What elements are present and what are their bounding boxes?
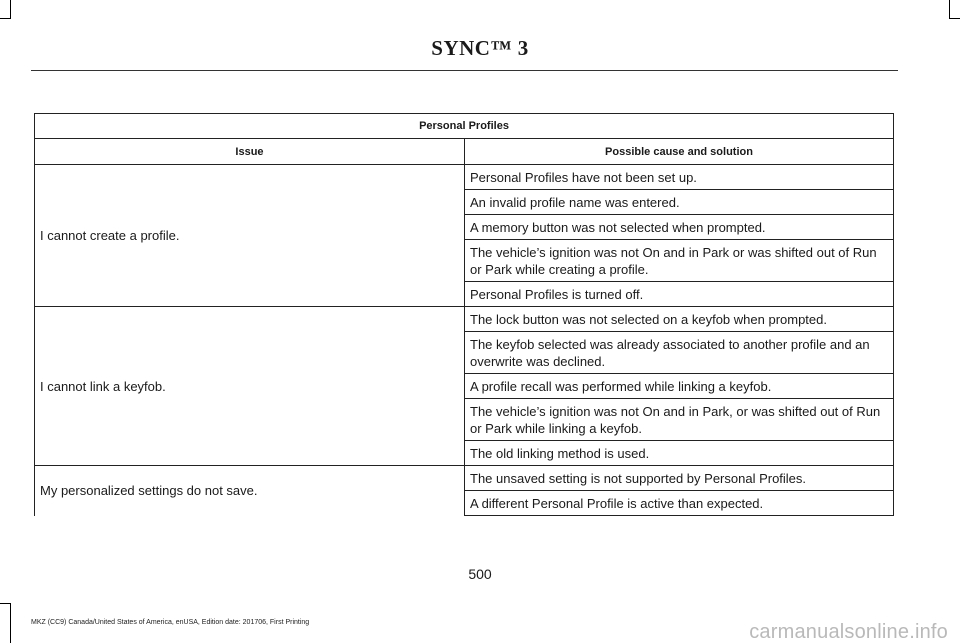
page-number: 500 [468,566,492,582]
cause-cell: A different Personal Profile is active than expected. [465,491,894,516]
cause-cell: The vehicle’s ignition was not On and in Park, or was shifted out of Run or Park while linking a keyfob. [465,399,894,441]
issue-cell: My personalized settings do not save. [35,466,465,516]
crop-mark-top-left-h [0,18,11,19]
cause-cell: A profile recall was performed while linking a keyfob. [465,374,894,399]
issue-cell: I cannot link a keyfob. [35,307,465,466]
table-row [35,307,894,332]
cause-cell: An invalid profile name was entered. [465,190,894,215]
column-header-issue: Issue [35,139,465,165]
issue-cell: I cannot create a profile. [35,165,465,307]
table-title: Personal Profiles [35,114,894,139]
page-header-title: SYNC™ 3 [431,36,529,60]
cause-cell: The lock button was not selected on a keyfob when prompted. [465,307,894,332]
crop-mark-bottom-left-h [0,603,11,604]
personal-profiles-table [34,113,894,516]
table-title-row [35,114,894,139]
watermark: carmanualsonline.info [749,621,948,643]
table-row [35,165,894,190]
crop-mark-top-right-v [949,0,950,18]
cause-cell: Personal Profiles is turned off. [465,282,894,307]
crop-mark-top-left-v [10,0,11,18]
cause-cell: The vehicle’s ignition was not On and in Park or was shifted out of Run or Park while creating a profile. [465,240,894,282]
cause-cell: The unsaved setting is not supported by Personal Profiles. [465,466,894,491]
column-header-cause: Possible cause and solution [465,139,894,165]
cause-cell: The old linking method is used. [465,441,894,466]
cause-cell: A memory button was not selected when prompted. [465,215,894,240]
cause-cell: Personal Profiles have not been set up. [465,165,894,190]
crop-mark-top-right-h [949,18,960,19]
cause-cell: The keyfob selected was already associated to another profile and an overwrite was declined. [465,332,894,374]
edition-note: MKZ (CC9) Canada/United States of America, enUSA, Edition date: 201706, First Printing [31,619,310,626]
header-divider [31,70,898,71]
crop-mark-bottom-left-v [10,603,11,643]
column-header-row [35,139,894,165]
table-row [35,466,894,491]
